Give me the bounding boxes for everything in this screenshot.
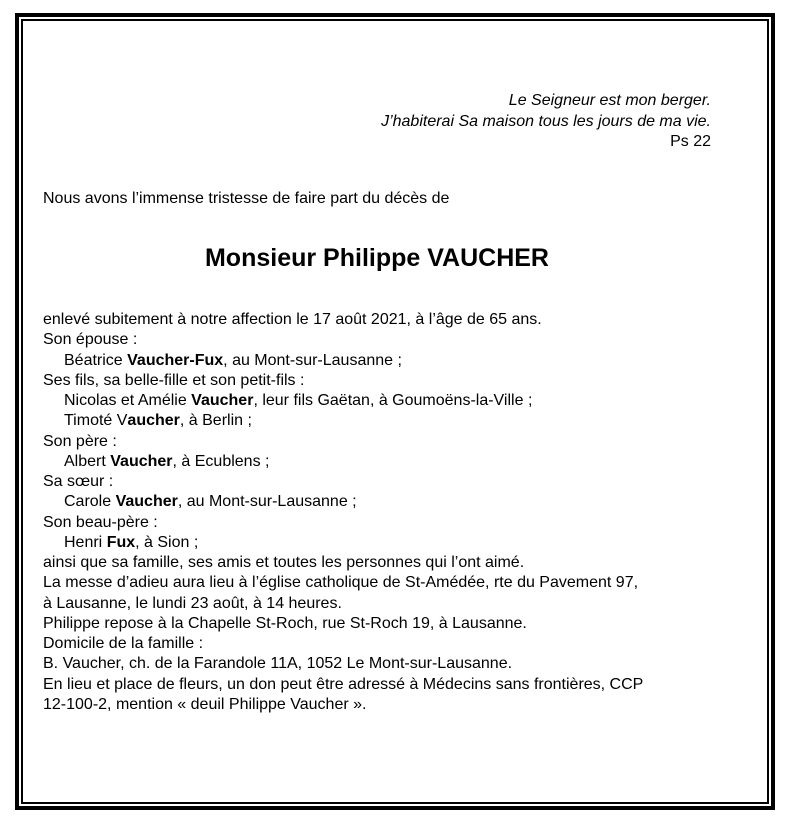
bible-verse xyxy=(381,91,711,153)
body-text: Henri xyxy=(64,533,107,551)
verse-reference: Ps 22 xyxy=(670,133,711,150)
body-text: enlevé subitement à notre affection le 17 août 2021, à l’âge de 65 ans. xyxy=(43,311,542,328)
family-name: Vaucher-Fux xyxy=(127,351,224,369)
body-line xyxy=(43,513,743,533)
family-name: Vaucher xyxy=(191,392,254,409)
body-line xyxy=(43,695,743,715)
body-line xyxy=(43,553,743,573)
body-line xyxy=(43,492,743,512)
body-text: Domicile de la famille : xyxy=(43,635,204,652)
body-text: , au Mont-sur-Lausanne ; xyxy=(177,493,357,511)
family-name: aucher xyxy=(127,412,180,430)
body-line xyxy=(43,351,743,371)
body-line xyxy=(43,330,743,350)
body-line xyxy=(43,391,743,411)
body-text: Son épouse : xyxy=(43,331,138,349)
body-line xyxy=(43,432,743,452)
body-text: Son beau-père : xyxy=(43,513,158,531)
family-name: Vaucher xyxy=(110,452,173,470)
body-text: ainsi que sa famille, ses amis et toutes les personnes qui l’ont aimé. xyxy=(43,554,525,571)
body-text: Carole xyxy=(64,493,116,511)
body-line xyxy=(43,675,743,695)
body-line xyxy=(43,594,743,614)
family-name: Vaucher xyxy=(115,493,178,511)
deceased-name: Monsieur Philippe VAUCHER xyxy=(204,244,549,272)
body-line xyxy=(43,310,743,330)
body-line xyxy=(43,533,743,553)
body-text: , au Mont-sur-Lausanne ; xyxy=(223,351,402,369)
body-line xyxy=(43,634,743,654)
body-line xyxy=(43,573,743,593)
body-text: , à Berlin ; xyxy=(179,412,252,430)
body-line xyxy=(43,654,743,674)
announcement-intro: Nous avons l’immense tristesse de faire part du décès de xyxy=(43,190,450,207)
body-line xyxy=(43,614,743,634)
body-line xyxy=(43,452,743,472)
body-text: B. Vaucher, ch. de la Farandole 11A, 1052 Le Mont-sur-Lausanne. xyxy=(43,655,513,673)
body-text: , à Ecublens ; xyxy=(172,452,270,470)
verse-line-1: Le Seigneur est mon berger. xyxy=(508,92,711,109)
body-text: Albert xyxy=(64,452,111,470)
body-line xyxy=(43,411,743,431)
body-text: Ses fils, sa belle-fille et son petit-fils : xyxy=(43,371,305,389)
body-text: Béatrice xyxy=(64,351,128,369)
body-text: , leur fils Gaëtan, à Goumoëns-la-Ville ; xyxy=(253,392,533,409)
body-line xyxy=(43,472,743,492)
verse-line-2: J’habiterai Sa maison tous les jours de ma vie. xyxy=(381,112,711,130)
body-text: En lieu et place de fleurs, un don peut être adressé à Médecins sans frontières, CCP xyxy=(43,675,644,693)
body-text: La messe d’adieu aura lieu à l’église catholique de St-Amédée, rte du Pavement 97, xyxy=(43,574,639,592)
body-text: Timoté V xyxy=(64,412,128,430)
body-text: Sa sœur : xyxy=(43,473,114,490)
body-text: Nicolas et Amélie xyxy=(64,392,192,409)
body-text: à Lausanne, le lundi 23 août, à 14 heures. xyxy=(43,594,342,612)
body-text: Philippe repose à la Chapelle St-Roch, rue St-Roch 19, à Lausanne. xyxy=(43,614,527,632)
body-text: Son père : xyxy=(43,432,117,450)
body-text: 12-100-2, mention « deuil Philippe Vaucher ». xyxy=(43,695,367,713)
family-name: Fux xyxy=(106,533,136,551)
announcement-body xyxy=(43,310,743,715)
body-line xyxy=(43,371,743,391)
body-text: , à Sion ; xyxy=(135,533,199,551)
